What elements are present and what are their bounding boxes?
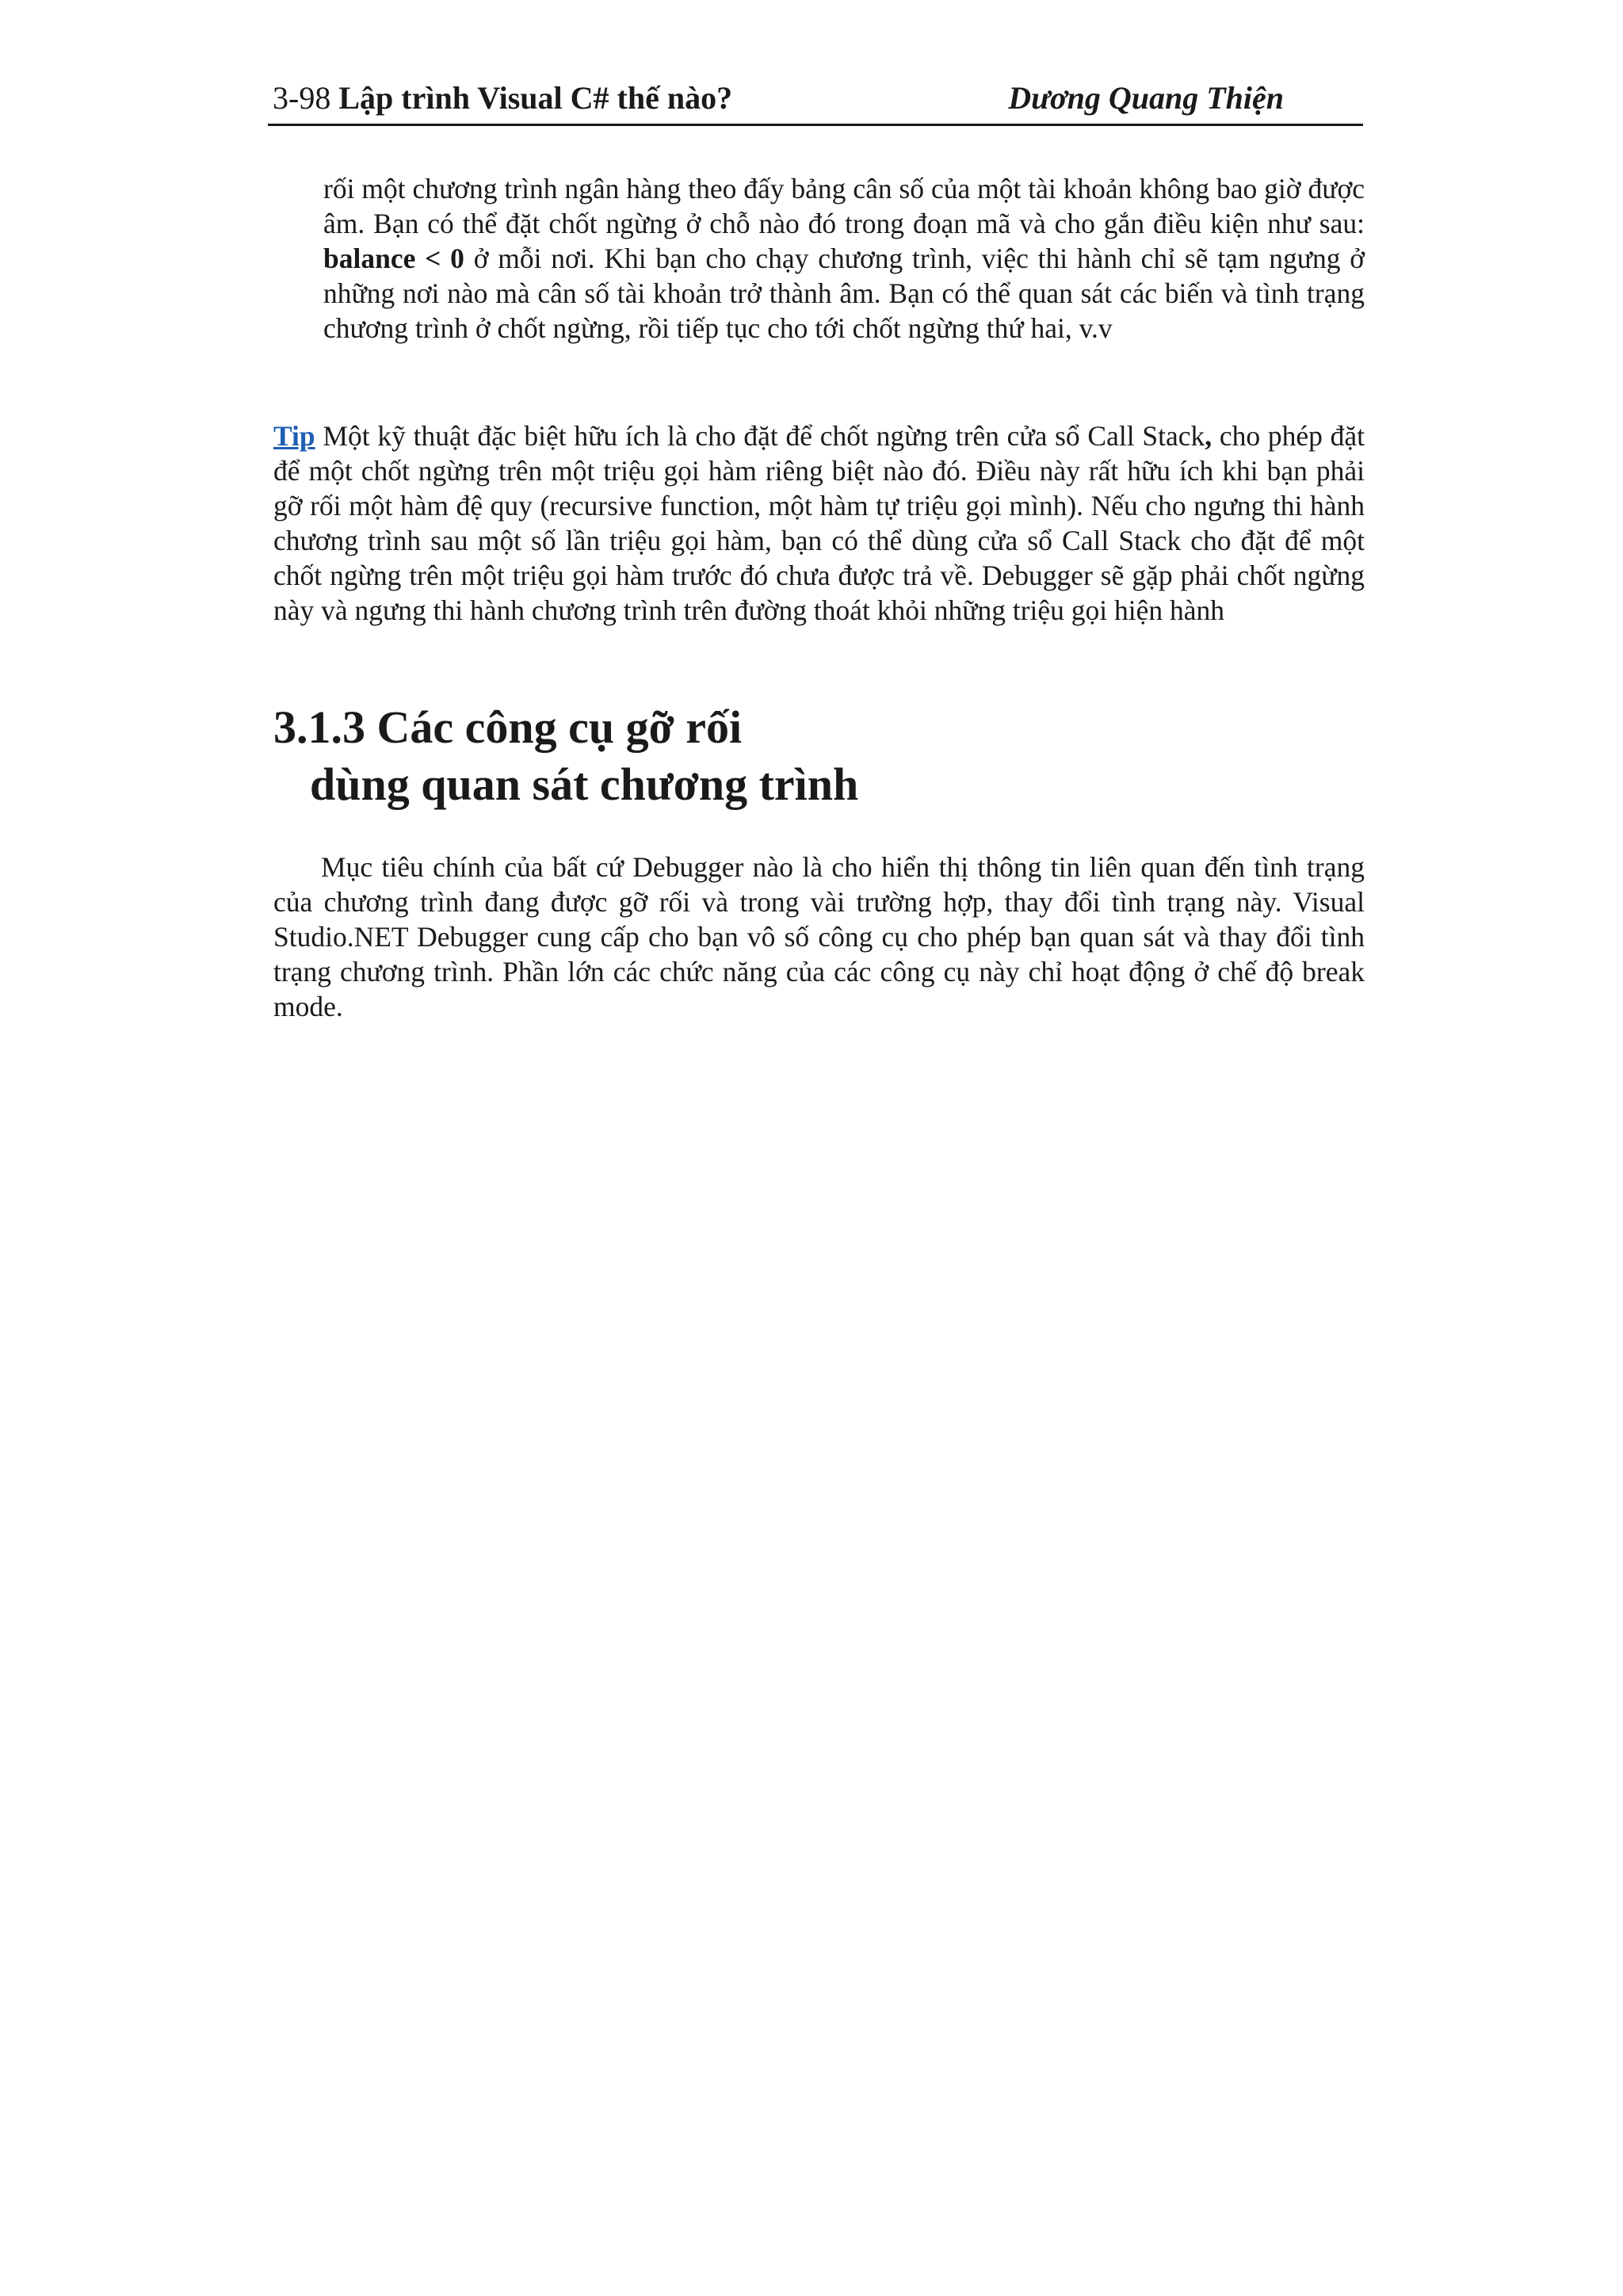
section-heading — [273, 699, 1365, 813]
paragraph-text: rối một chương trình ngân hàng theo đấy bảng cân số của một tài khoản không bao giờ được âm. Bạn có thể đặt chốt ngừng ở chỗ nào đó trong đoạn mã và cho gắn điều kiện như sau: — [323, 173, 1365, 239]
tip-link[interactable]: Tip — [273, 420, 315, 452]
tip-text: cho phép đặt để một chốt ngừng trên một triệu gọi hàm riêng biệt nào đó. Điều này rất hữu ích khi bạn phải gỡ rối một hàm đệ quy (recursive function, một hàm tự triệu gọi mình). Nếu cho ngưng thi hành chương trình sau một số lần triệu gọi hàm, bạn có thể dùng cửa sổ Call Stack cho đặt để một chốt ngừng trên một triệu gọi hàm trước đó chưa được trả về. Debugger sẽ gặp phải chốt ngừng này và ngưng thi hành chương trình trên đường thoát khỏi những triệu gọi hiện hành — [273, 420, 1365, 626]
header-left — [273, 79, 732, 117]
page-number: 3-98 — [273, 80, 331, 116]
section-heading-line1: 3.1.3 Các công cụ gỡ rối — [273, 701, 743, 753]
section-paragraph: Mục tiêu chính của bất cứ Debugger nào là cho hiển thị thông tin liên quan đến tình trạng của chương trình đang được gỡ rối và trong vài trường hợp, thay đổi tình trạng này. Visual Studio.NET Debugger cung cấp cho bạn vô số công cụ cho phép bạn quan sát và thay đổi tình trạng chương trình. Phần lớn các chức năng của các công cụ này chỉ hoạt động ở chế độ break mode. — [273, 851, 1365, 1022]
book-title: Lập trình Visual C# thế nào? — [338, 80, 733, 116]
code-condition: balance < 0 — [323, 243, 464, 274]
author-name: Dương Quang Thiện — [1008, 80, 1284, 116]
tip-paragraph — [273, 418, 1365, 628]
tip-bold-comma: , — [1205, 420, 1212, 452]
page-header — [268, 73, 1363, 126]
paragraph-continued — [323, 171, 1365, 346]
section-heading-line2: dùng quan sát chương trình — [310, 758, 859, 810]
tip-text: Một kỹ thuật đặc biệt hữu ích là cho đặt để chốt ngừng trên cửa sổ Call Stack — [315, 420, 1205, 452]
paragraph-text: ở mỗi nơi. Khi bạn cho chạy chương trình, việc thi hành chỉ sẽ tạm ngưng ở những nơi nào mà cân số tài khoản trở thành âm. Bạn có thể quan sát các biến và tình trạng chương trình ở chốt ngừng, rồi tiếp tục cho tới chốt ngừng thứ hai, v.v — [323, 243, 1365, 344]
